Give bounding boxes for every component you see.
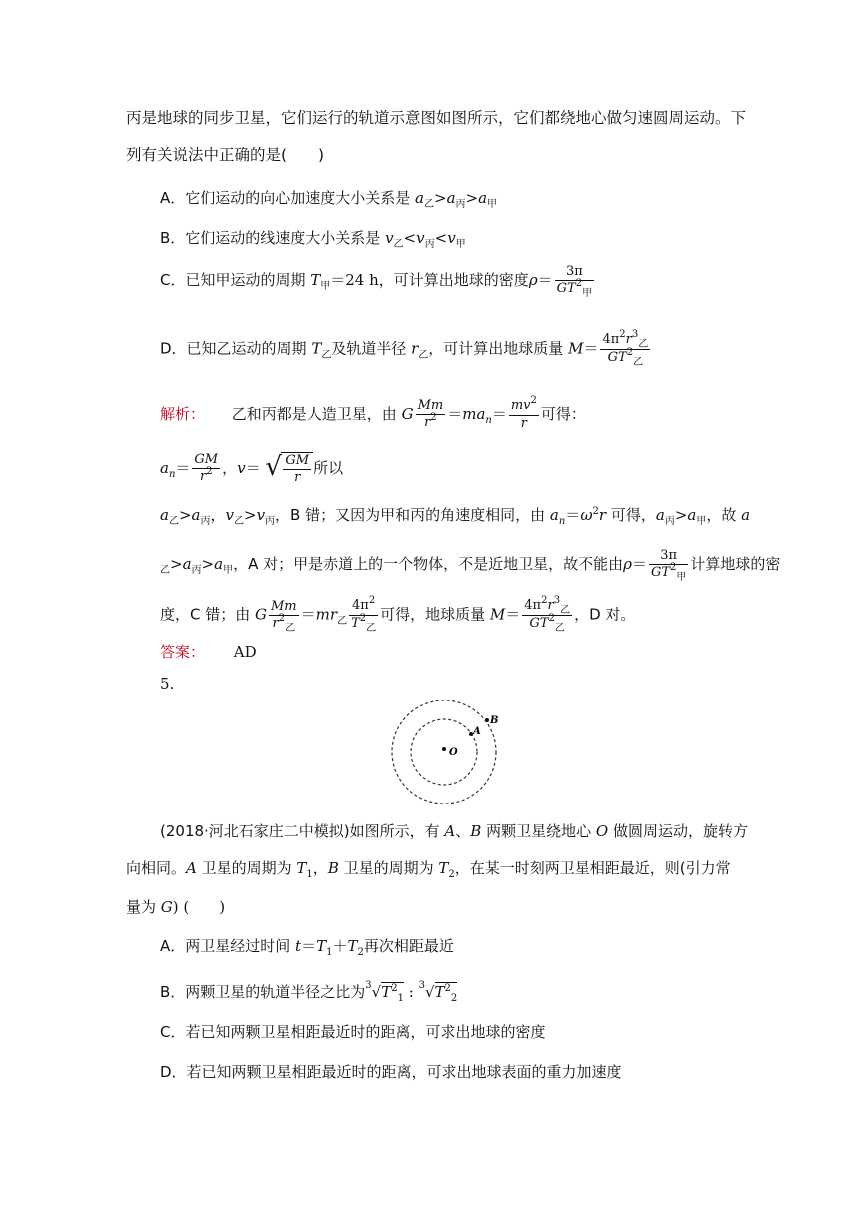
analysis-line2: $a_n=$ $\frac{GM}{r^2}$ ，v＝ √ $\frac{GM}{r}$ 所以: [160, 452, 344, 485]
q5-option-c: C．若已知两颗卫星相距最近时的距离，可求出地球的密度: [160, 1023, 546, 1041]
orbit-a-circle: [411, 719, 477, 785]
analysis-line3: $a_乙>a_丙$，$v_乙>v_丙$，B 错；又因为甲和丙的角速度相同，由 $a_n=\omega^2r$ 可得，$a_丙>a_甲$，故 a: [160, 506, 751, 527]
q5-number: 5.: [160, 675, 175, 693]
label-a: A: [473, 726, 481, 737]
q5-option-a: A．两卫星经过时间 $t=T_1+T_2$再次相距最近: [160, 937, 454, 958]
q4-stem-line1: 丙是地球的同步卫星，它们运行的轨道示意图如图所示，它们都绕地心做匀速圆周运动。下: [126, 109, 747, 127]
q4-option-a: A．它们运动的向心加速度大小关系是 $a_乙>a_丙>a_甲$: [160, 189, 498, 210]
answer-value: AD: [233, 643, 257, 661]
q4-option-d: D．已知乙运动的周期 $T_乙$及轨道半径 $r_乙$，可计算出地球质量 M＝ $\frac{4\pi^2r^3_乙}{GT^2_乙}$: [160, 329, 649, 368]
orbit-diagram: [388, 700, 538, 804]
orbit-b-circle: [392, 700, 499, 804]
analysis-line4: $_乙>a_丙>a_甲$，A 对；甲是赤道上的一个物体，不是近地卫星，故不能由ρ＝ $\frac{3\pi}{GT^2_甲}$ 计算地球的密: [160, 548, 781, 583]
label-o: O: [449, 747, 458, 758]
analysis-line5: 度，C 错；由 G $\frac{Mm}{r^2_乙}$ $=mr_乙$ $\frac{4\pi^2}{T^2_乙}$ 可得，地球质量 M＝ $\frac{4\pi^2r^3_乙}{GT^2_乙}$ ，D 对。: [160, 595, 636, 634]
satellite-b-dot: [485, 718, 489, 722]
q4-stem-line2: 列有关说法中正确的是( ): [126, 146, 325, 164]
q5-option-b: B．两颗卫星的轨道半径之比为$^3√T^2_1$ : $^3√T^2_2$: [160, 980, 458, 1004]
analysis-label: 解析：: [160, 405, 206, 423]
q4-option-b: B．它们运动的线速度大小关系是 $v_乙<v_丙<v_甲$: [160, 229, 466, 250]
analysis-line1: 解析： 乙和丙都是人造卫星，由 G $\frac{Mm}{r^2}$ $=ma_n=$ $\frac{mv^2}{r}$ 可得：: [160, 395, 586, 431]
q5-stem-line1: (2018·河北石家庄二中模拟)如图所示，有 A、B 两颗卫星绕地心 O 做圆周运动，旋转方: [160, 822, 748, 840]
q4-option-c: C．已知甲运动的周期 $T_甲=24$ h，可计算出地球的密度ρ＝ $\frac{3\pi}{GT^2_甲}$: [160, 264, 593, 299]
q5-stem-line2: 向相同。A 卫星的周期为 $T_1$，B 卫星的周期为 $T_2$，在某一时刻两卫星相距最近，则(引力常: [126, 859, 731, 880]
answer-row: [160, 642, 257, 662]
earth-center-dot: [442, 747, 446, 751]
q5-stem-line3: 量为 G) ( ): [126, 898, 226, 916]
answer-label: 答案：: [160, 643, 206, 661]
label-b: B: [490, 715, 499, 726]
q5-option-d: D．若已知两颗卫星相距最近时的距离，可求出地球表面的重力加速度: [160, 1063, 622, 1081]
